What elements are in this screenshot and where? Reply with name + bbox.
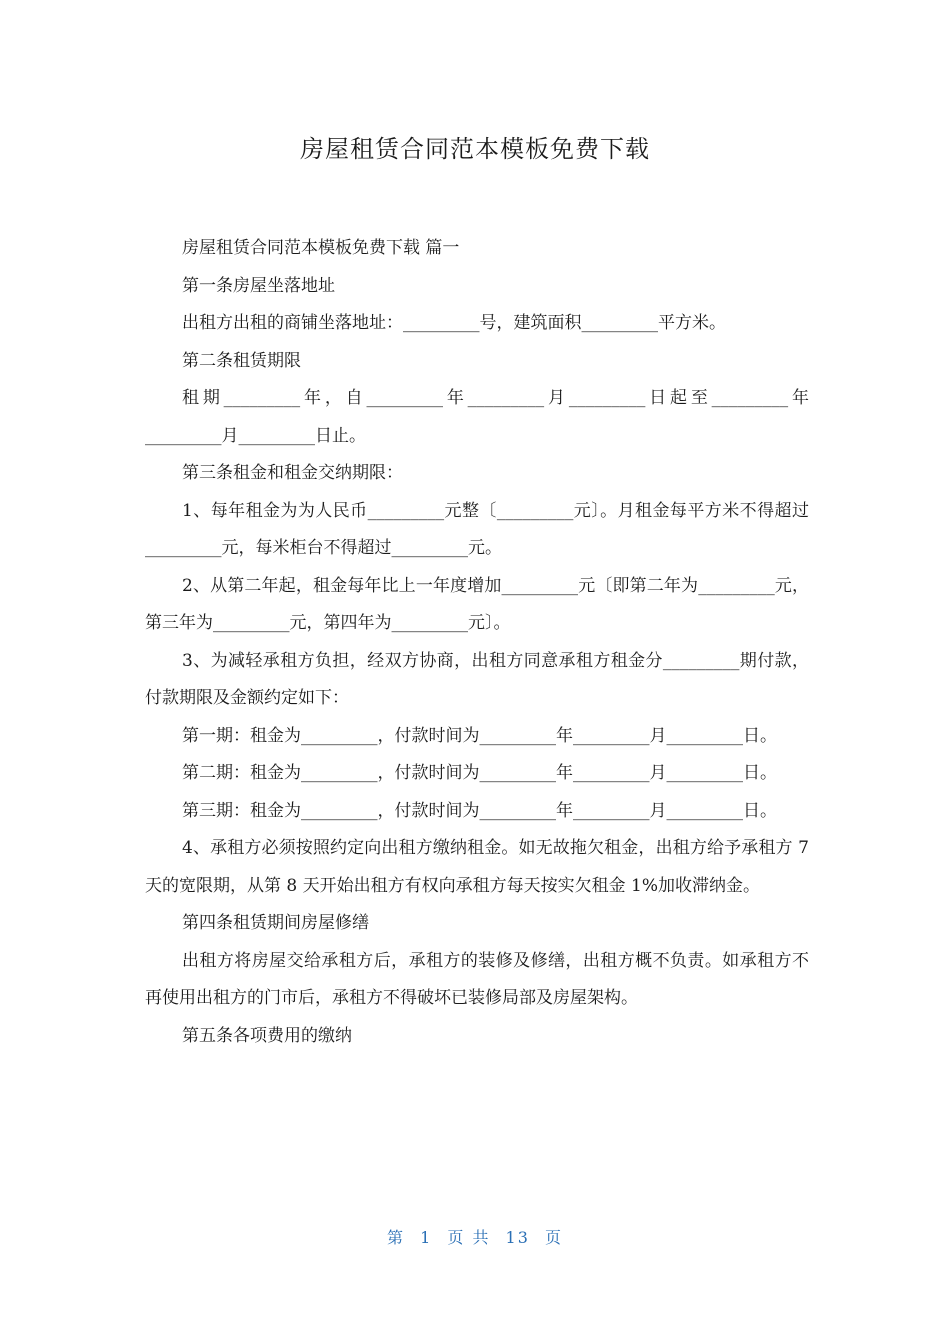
paragraph-rent-4: 4、承租方必须按照约定向出租方缴纳租金。如无故拖欠租金，出租方给予承租方 7 天的宽限期，从第 8 天开始出租方有权向承租方每天按实欠租金 1%加收滞纳金。 xyxy=(145,838,809,896)
paragraph-rent-3: 3、为减轻承租方负担，经双方协商，出租方同意承租方租金分_________期付款，付款期限及金额约定如下： xyxy=(145,650,809,708)
paragraph-address: 出租方出租的商铺坐落地址：_________号，建筑面积_________平方米。 xyxy=(182,313,726,333)
paragraph-article-4-title: 第四条租赁期间房屋修缮 xyxy=(182,913,369,933)
paragraph-rent-1: 1、每年租金为为人民币_________元整〔_________元〕。月租金每平方米不得超过_________元，每米柜台不得超过_________元。 xyxy=(145,500,809,558)
document-title: 房屋租赁合同范本模板免费下载 xyxy=(300,135,650,163)
paragraph-installment-1: 第一期：租金为_________，付款时间为_________年_________月_________日。 xyxy=(182,725,777,746)
footer-suffix: 页 xyxy=(545,1228,564,1247)
footer-total-pages: 13 xyxy=(505,1228,530,1247)
paragraph-rent-2: 2、从第二年起，租金每年比上一年度增加_________元〔即第二年为_________元，第三年为_________元，第四年为_________元〕。 xyxy=(145,575,809,633)
page-footer xyxy=(0,1225,950,1248)
paragraph-installment-3: 第三期：租金为_________，付款时间为_________年_________月_________日。 xyxy=(182,800,777,821)
footer-middle: 页 共 xyxy=(447,1228,491,1247)
document-body xyxy=(145,230,809,1055)
paragraph-article-2-title: 第二条租赁期限 xyxy=(182,350,301,371)
footer-prefix: 第 xyxy=(386,1228,405,1247)
paragraph-section-heading: 房屋租赁合同范本模板免费下载 篇一 xyxy=(182,238,460,258)
paragraph-repairs: 出租方将房屋交给承租方后，承租方的装修及修缮，出租方概不负责。如承租方不再使用出租方的门市后，承租方不得破坏已装修局部及房屋架构。 xyxy=(145,950,809,1008)
paragraph-article-5-title: 第五条各项费用的缴纳 xyxy=(182,1025,352,1046)
footer-page-number: 1 xyxy=(420,1228,433,1247)
paragraph-lease-term: 租期_________年，自_________年_________月_________日起至_________年_________月_________日止。 xyxy=(145,388,809,446)
paragraph-installment-2: 第二期：租金为_________，付款时间为_________年_________月_________日。 xyxy=(182,763,777,783)
paragraph-article-1-title: 第一条房屋坐落地址 xyxy=(182,275,335,296)
paragraph-article-3-title: 第三条租金和租金交纳期限： xyxy=(182,463,403,483)
